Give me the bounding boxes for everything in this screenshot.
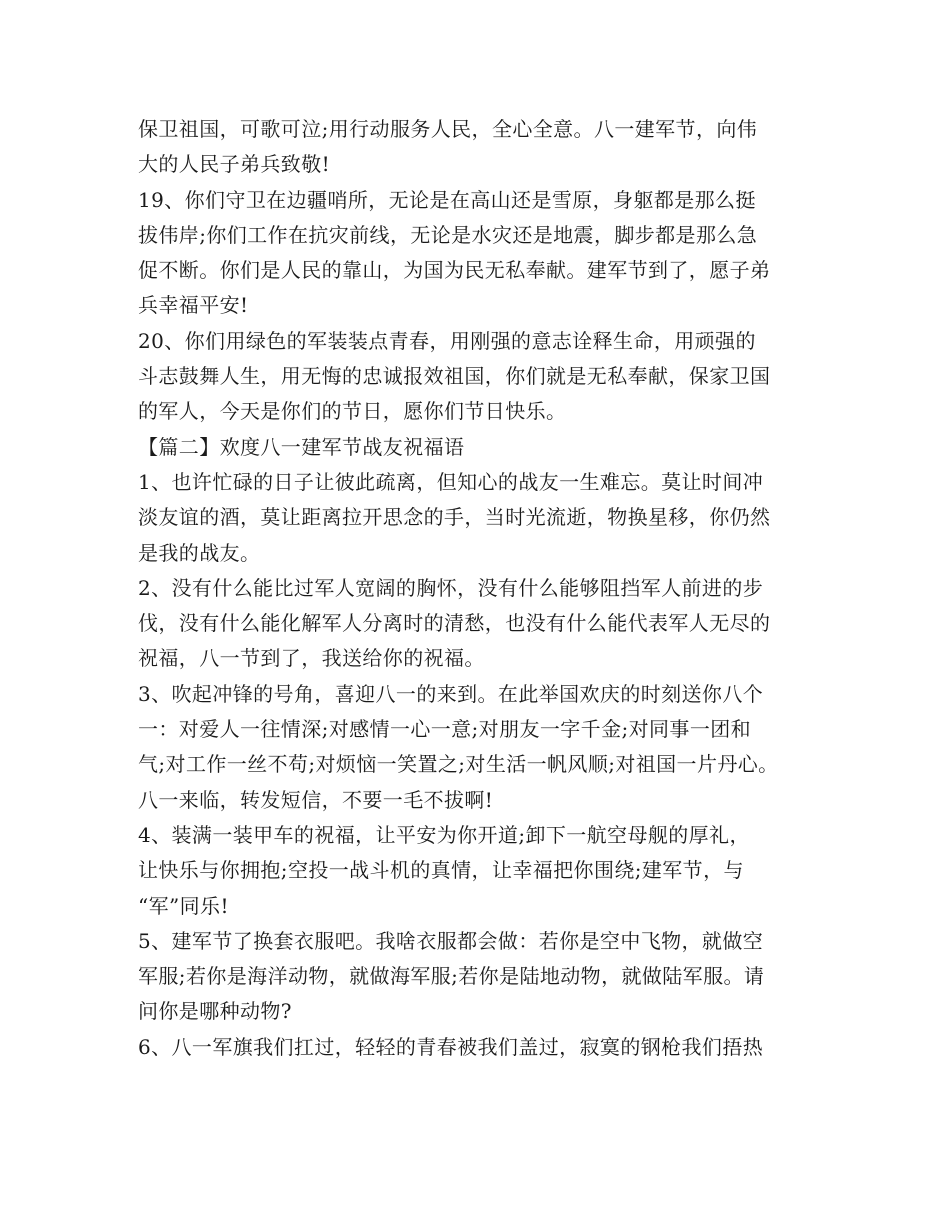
text-line: 是我的战友。 (138, 540, 261, 565)
text-line: 4、装满一装甲车的祝福，让平安为你开道;卸下一航空母舰的厚礼， (138, 822, 750, 847)
text-line: 5、建军节了换套衣服吧。我啥衣服都会做：若你是空中飞物，就做空 (138, 928, 764, 953)
text-line: 3、吹起冲锋的号角，喜迎八一的来到。在此举国欢庆的时刻送你八个 (138, 681, 764, 706)
text-line: 淡友谊的酒，莫让距离拉开思念的手，当时光流逝，物换星移，你仍然 (138, 505, 771, 530)
text-line: 19、你们守卫在边疆哨所，无论是在高山还是雪原，身躯都是那么挺 (138, 187, 756, 212)
section-heading: 【篇二】欢度八一建军节战友祝福语 (138, 434, 465, 459)
text-line: 6、八一军旗我们扛过，轻轻的青春被我们盖过，寂寞的钢枪我们捂热 (138, 1034, 764, 1059)
text-line: 让快乐与你拥抱;空投一战斗机的真情，让幸福把你围绕;建军节，与 (138, 858, 744, 883)
text-line: 祝福，八一节到了，我送给你的祝福。 (138, 646, 485, 671)
text-line: 气;对工作一丝不苟;对烦恼一笑置之;对生活一帆风顺;对祖国一片丹心。 (138, 752, 779, 777)
text-line: 军服;若你是海洋动物，就做海军服;若你是陆地动物，就做陆军服。请 (138, 964, 765, 989)
text-line: 保卫祖国，可歌可泣;用行动服务人民，全心全意。八一建军节，向伟 (138, 117, 758, 141)
text-line: 问你是哪种动物? (138, 999, 292, 1024)
text-line: 的军人，今天是你们的节日，愿你们节日快乐。 (138, 399, 567, 424)
text-line: 兵幸福平安! (138, 293, 249, 318)
text-line: 20、你们用绿色的军装装点青春，用刚强的意志诠释生命，用顽强的 (138, 328, 756, 353)
text-line: 一：对爱人一往情深;对感情一心一意;对朋友一字千金;对同事一团和 (138, 717, 752, 742)
text-line: 2、没有什么能比过军人宽阔的胸怀，没有什么能够阻挡军人前进的步 (138, 575, 764, 600)
text-line: 八一来临，转发短信，不要一毛不拔啊! (138, 787, 494, 812)
text-line: 促不断。你们是人民的靠山，为国为民无私奉献。建军节到了，愿子弟 (138, 258, 771, 283)
document-body (138, 112, 838, 1065)
text-line: 大的人民子弟兵致敬! (138, 152, 331, 177)
text-line: 伐，没有什么能化解军人分离时的清愁，也没有什么能代表军人无尽的 (138, 611, 771, 636)
text-line: 拔伟岸;你们工作在抗灾前线，无论是水灾还是地震，脚步都是那么急 (138, 222, 758, 247)
text-line: 1、也许忙碌的日子让彼此疏离，但知心的战友一生难忘。莫让时间冲 (138, 469, 764, 494)
text-line: 斗志鼓舞人生，用无悔的忠诚报效祖国，你们就是无私奉献，保家卫国 (138, 364, 771, 389)
text-line: “军”同乐! (138, 893, 229, 918)
